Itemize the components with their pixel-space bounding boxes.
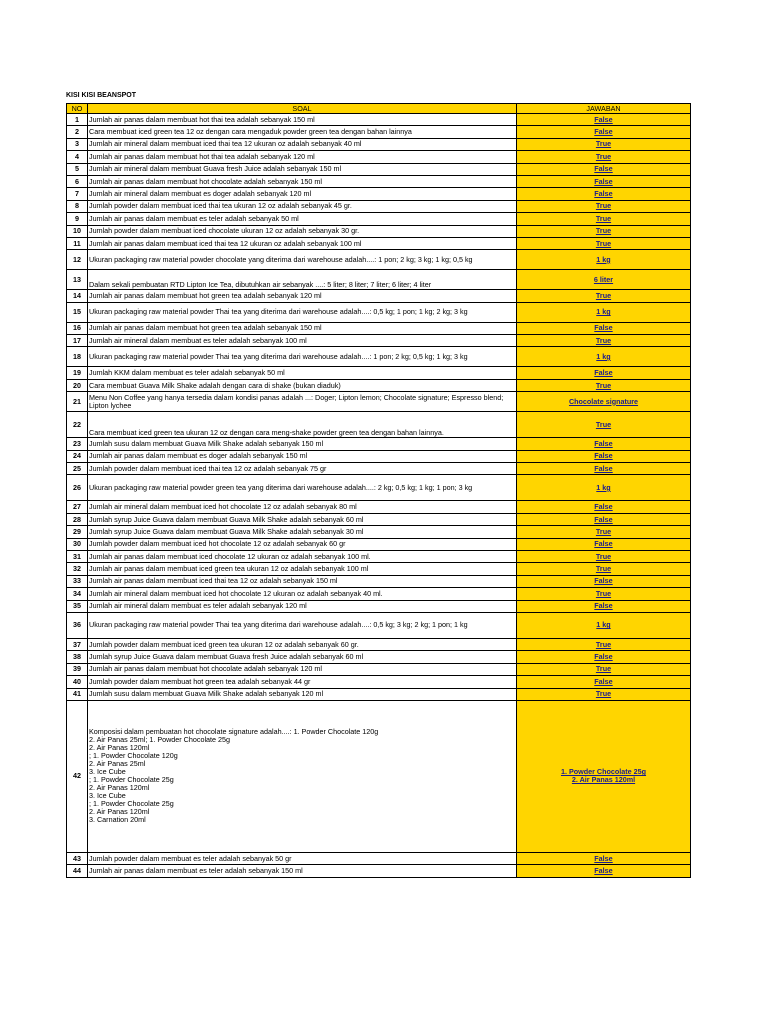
table-row bbox=[67, 475, 691, 501]
row-number: 19 bbox=[67, 367, 88, 379]
answer-cell: True bbox=[517, 688, 691, 700]
question-text: Cara membuat Guava Milk Shake adalah dengan cara di shake (bukan diaduk) bbox=[88, 379, 517, 391]
question-text: Ukuran packaging raw material powder chocolate yang diterima dari warehouse adalah....: 1 pon; 2 kg; 3 kg; 1 kg; 0,5 kg bbox=[88, 250, 517, 270]
row-number: 16 bbox=[67, 322, 88, 334]
question-text: Jumlah air panas dalam membuat es teler adalah sebanyak 150 ml bbox=[88, 865, 517, 877]
row-number: 39 bbox=[67, 663, 88, 675]
table-row bbox=[67, 335, 691, 347]
answer-cell: True bbox=[517, 379, 691, 391]
row-number: 29 bbox=[67, 526, 88, 538]
question-text: Jumlah powder dalam membuat iced thai tea ukuran 12 oz adalah sebanyak 45 gr. bbox=[88, 200, 517, 212]
question-text: Jumlah KKM dalam membuat es teler adalah sebanyak 50 ml bbox=[88, 367, 517, 379]
answer-cell: False bbox=[517, 438, 691, 450]
table-row bbox=[67, 550, 691, 562]
answer-cell: 1. Powder Chocolate 25g 2. Air Panas 120ml bbox=[517, 700, 691, 852]
row-number: 15 bbox=[67, 302, 88, 322]
question-text: Jumlah air panas dalam membuat iced chocolate 12 ukuran oz adalah sebanyak 100 ml. bbox=[88, 550, 517, 562]
table-row bbox=[67, 651, 691, 663]
answer-cell: False bbox=[517, 450, 691, 462]
question-text: Jumlah air mineral dalam membuat es teler adalah sebanyak 100 ml bbox=[88, 335, 517, 347]
answer-cell: True bbox=[517, 563, 691, 575]
table-row bbox=[67, 126, 691, 138]
header-soal: SOAL bbox=[88, 104, 517, 114]
answer-cell: False bbox=[517, 463, 691, 475]
row-number: 18 bbox=[67, 347, 88, 367]
question-text: Jumlah air mineral dalam membuat es doger adalah sebanyak 120 ml bbox=[88, 188, 517, 200]
question-table bbox=[66, 103, 691, 878]
row-number: 14 bbox=[67, 290, 88, 302]
question-text: Jumlah air panas dalam membuat es doger adalah sebanyak 150 ml bbox=[88, 450, 517, 462]
question-text: Jumlah air panas dalam membuat iced green tea ukuran 12 oz adalah sebanyak 100 ml bbox=[88, 563, 517, 575]
answer-cell: True bbox=[517, 237, 691, 249]
question-text: Jumlah air panas dalam membuat hot thai tea adalah sebanyak 150 ml bbox=[88, 114, 517, 126]
table-row bbox=[67, 200, 691, 212]
answer-cell: True bbox=[517, 638, 691, 650]
answer-cell: 1 kg bbox=[517, 302, 691, 322]
sheet-title: KISI KISI BEANSPOT bbox=[66, 92, 137, 99]
answer-cell: Chocolate signature bbox=[517, 392, 691, 412]
table-row bbox=[67, 188, 691, 200]
row-number: 8 bbox=[67, 200, 88, 212]
answer-cell: False bbox=[517, 163, 691, 175]
answer-cell: True bbox=[517, 200, 691, 212]
table-row bbox=[67, 865, 691, 877]
row-number: 3 bbox=[67, 138, 88, 150]
header-jawaban: JAWABAN bbox=[517, 104, 691, 114]
row-number: 44 bbox=[67, 865, 88, 877]
question-text: Ukuran packaging raw material powder Thai tea yang diterima dari warehouse adalah....: 0,5 kg; 1 pon; 1 kg; 2 kg; 3 kg bbox=[88, 302, 517, 322]
answer-cell: 1 kg bbox=[517, 612, 691, 638]
row-number: 1 bbox=[67, 114, 88, 126]
row-number: 10 bbox=[67, 225, 88, 237]
answer-cell: True bbox=[517, 151, 691, 163]
table-row bbox=[67, 270, 691, 290]
table-row bbox=[67, 175, 691, 187]
row-number: 34 bbox=[67, 588, 88, 600]
question-text: Jumlah air panas dalam membuat hot green tea adalah sebanyak 120 ml bbox=[88, 290, 517, 302]
row-number: 22 bbox=[67, 412, 88, 438]
row-number: 37 bbox=[67, 638, 88, 650]
row-number: 9 bbox=[67, 213, 88, 225]
table-row bbox=[67, 600, 691, 612]
table-row bbox=[67, 588, 691, 600]
answer-cell: False bbox=[517, 852, 691, 864]
question-text: Cara membuat iced green tea 12 oz dengan cara mengaduk powder green tea dengan bahan lainnya bbox=[88, 126, 517, 138]
row-number: 24 bbox=[67, 450, 88, 462]
answer-cell: True bbox=[517, 550, 691, 562]
table-row bbox=[67, 852, 691, 864]
question-text: Komposisi dalam pembuatan hot chocolate signature adalah....: 1. Powder Chocolate 120g 2. Air Panas 25ml; 1. Powder Chocolate 25g 2. Air Panas 120ml ; 1. Powder Chocolate 120g 2. Air Panas 25ml 3. Ice Cube ; 1. Powder Chocolate 25g 2. Air Panas 120ml 3. Ice Cube ; 1. Powder Chocolate 25g 2. Air Panas 120ml 3. Carnation 20ml bbox=[88, 700, 517, 852]
answer-cell: True bbox=[517, 588, 691, 600]
row-number: 11 bbox=[67, 237, 88, 249]
answer-cell: False bbox=[517, 538, 691, 550]
table-row bbox=[67, 290, 691, 302]
table-row bbox=[67, 250, 691, 270]
row-number: 38 bbox=[67, 651, 88, 663]
answer-cell: True bbox=[517, 412, 691, 438]
row-number: 6 bbox=[67, 175, 88, 187]
answer-cell: False bbox=[517, 501, 691, 513]
question-text: Jumlah powder dalam membuat iced thai tea 12 oz adalah sebanyak 75 gr bbox=[88, 463, 517, 475]
question-text: Jumlah powder dalam membuat hot green tea adalah sebanyak 44 gr bbox=[88, 676, 517, 688]
table-row bbox=[67, 538, 691, 550]
table-row bbox=[67, 438, 691, 450]
answer-cell: True bbox=[517, 290, 691, 302]
row-number: 4 bbox=[67, 151, 88, 163]
table-row bbox=[67, 322, 691, 334]
row-number: 20 bbox=[67, 379, 88, 391]
row-number: 21 bbox=[67, 392, 88, 412]
row-number: 42 bbox=[67, 700, 88, 852]
row-number: 40 bbox=[67, 676, 88, 688]
row-number: 28 bbox=[67, 513, 88, 525]
answer-cell: True bbox=[517, 225, 691, 237]
question-text: Jumlah air mineral dalam membuat es teler adalah sebanyak 120 ml bbox=[88, 600, 517, 612]
question-text: Jumlah powder dalam membuat iced green tea ukuran 12 oz adalah sebanyak 60 gr. bbox=[88, 638, 517, 650]
answer-cell: 1 kg bbox=[517, 250, 691, 270]
table-row bbox=[67, 575, 691, 587]
table-row bbox=[67, 450, 691, 462]
row-number: 12 bbox=[67, 250, 88, 270]
table-row bbox=[67, 513, 691, 525]
question-text: Jumlah powder dalam membuat es teler adalah sebanyak 50 gr bbox=[88, 852, 517, 864]
question-text: Jumlah air panas dalam membuat hot chocolate adalah sebanyak 120 ml bbox=[88, 663, 517, 675]
row-number: 5 bbox=[67, 163, 88, 175]
row-number: 35 bbox=[67, 600, 88, 612]
row-number: 26 bbox=[67, 475, 88, 501]
row-number: 32 bbox=[67, 563, 88, 575]
table-row bbox=[67, 612, 691, 638]
answer-cell: False bbox=[517, 676, 691, 688]
table-row bbox=[67, 114, 691, 126]
table-row bbox=[67, 412, 691, 438]
question-text: Jumlah powder dalam membuat iced chocolate ukuran 12 oz adalah sebanyak 30 gr. bbox=[88, 225, 517, 237]
table-row bbox=[67, 463, 691, 475]
table-row bbox=[67, 302, 691, 322]
answer-cell: 6 liter bbox=[517, 270, 691, 290]
answer-cell: True bbox=[517, 663, 691, 675]
table-row bbox=[67, 367, 691, 379]
table-row bbox=[67, 501, 691, 513]
table-row bbox=[67, 638, 691, 650]
answer-cell: False bbox=[517, 175, 691, 187]
answer-cell: False bbox=[517, 865, 691, 877]
table-row bbox=[67, 700, 691, 852]
table-row bbox=[67, 213, 691, 225]
answer-cell: False bbox=[517, 322, 691, 334]
table-row bbox=[67, 225, 691, 237]
question-text: Jumlah susu dalam membuat Guava Milk Shake adalah sebanyak 150 ml bbox=[88, 438, 517, 450]
row-number: 43 bbox=[67, 852, 88, 864]
table-row bbox=[67, 563, 691, 575]
question-text: Ukuran packaging raw material powder Thai tea yang diterima dari warehouse adalah....: 1 pon; 2 kg; 0,5 kg; 1 kg; 3 kg bbox=[88, 347, 517, 367]
question-text: Jumlah air panas dalam membuat iced thai tea 12 ukuran oz adalah sebanyak 100 ml bbox=[88, 237, 517, 249]
table-row bbox=[67, 163, 691, 175]
table-row bbox=[67, 347, 691, 367]
table-row bbox=[67, 676, 691, 688]
question-text: Cara membuat iced green tea ukuran 12 oz dengan cara meng-shake powder green tea dengan bahan lainnya. bbox=[88, 412, 517, 438]
row-number: 27 bbox=[67, 501, 88, 513]
question-text: Jumlah air panas dalam membuat hot thai tea adalah sebanyak 120 ml bbox=[88, 151, 517, 163]
row-number: 7 bbox=[67, 188, 88, 200]
row-number: 25 bbox=[67, 463, 88, 475]
row-number: 41 bbox=[67, 688, 88, 700]
question-text: Dalam sekali pembuatan RTD Lipton Ice Tea, dibutuhkan air sebanyak ....: 5 liter; 8 liter; 7 liter; 6 liter; 4 liter bbox=[88, 270, 517, 290]
answer-cell: 1 kg bbox=[517, 475, 691, 501]
question-text: Jumlah air panas dalam membuat hot chocolate adalah sebanyak 150 ml bbox=[88, 175, 517, 187]
answer-cell: False bbox=[517, 114, 691, 126]
question-text: Jumlah syrup Juice Guava dalam membuat Guava Milk Shake adalah sebanyak 30 ml bbox=[88, 526, 517, 538]
question-text: Menu Non Coffee yang hanya tersedia dalam kondisi panas adalah ...: Doger; Lipton lemon; Chocolate signature; Espresso blend; Lipton lychee bbox=[88, 392, 517, 412]
row-number: 23 bbox=[67, 438, 88, 450]
question-text: Jumlah air panas dalam membuat iced thai tea 12 oz adalah sebanyak 150 ml bbox=[88, 575, 517, 587]
question-text: Jumlah air panas dalam membuat es teler adalah sebanyak 50 ml bbox=[88, 213, 517, 225]
header-no: NO bbox=[67, 104, 88, 114]
question-text: Jumlah air panas dalam membuat hot green tea adalah sebanyak 150 ml bbox=[88, 322, 517, 334]
answer-cell: False bbox=[517, 600, 691, 612]
table-row bbox=[67, 138, 691, 150]
question-text: Jumlah air mineral dalam membuat iced thai tea 12 ukuran oz adalah sebanyak 40 ml bbox=[88, 138, 517, 150]
row-number: 13 bbox=[67, 270, 88, 290]
question-text: Jumlah air mineral dalam membuat iced hot chocolate 12 oz adalah sebanyak 80 ml bbox=[88, 501, 517, 513]
row-number: 33 bbox=[67, 575, 88, 587]
answer-cell: True bbox=[517, 138, 691, 150]
answer-cell: False bbox=[517, 367, 691, 379]
table-row bbox=[67, 688, 691, 700]
answer-cell: 1 kg bbox=[517, 347, 691, 367]
answer-cell: True bbox=[517, 335, 691, 347]
table-row bbox=[67, 663, 691, 675]
question-text: Jumlah air mineral dalam membuat iced hot chocolate 12 ukuran oz adalah sebanyak 40 ml. bbox=[88, 588, 517, 600]
row-number: 30 bbox=[67, 538, 88, 550]
answer-cell: True bbox=[517, 213, 691, 225]
table-row bbox=[67, 237, 691, 249]
row-number: 2 bbox=[67, 126, 88, 138]
question-text: Ukuran packaging raw material powder green tea yang diterima dari warehouse adalah....: 2 kg; 0,5 kg; 1 kg; 1 pon; 3 kg bbox=[88, 475, 517, 501]
answer-cell: False bbox=[517, 126, 691, 138]
table-row bbox=[67, 526, 691, 538]
answer-cell: False bbox=[517, 513, 691, 525]
question-text: Jumlah air mineral dalam membuat Guava fresh Juice adalah sebanyak 150 ml bbox=[88, 163, 517, 175]
question-text: Jumlah syrup Juice Guava dalam membuat Guava Milk Shake adalah sebanyak 60 ml bbox=[88, 513, 517, 525]
question-text: Jumlah susu dalam membuat Guava Milk Shake adalah sebanyak 120 ml bbox=[88, 688, 517, 700]
table-row bbox=[67, 151, 691, 163]
question-text: Jumlah syrup Juice Guava dalam membuat Guava fresh Juice adalah sebanyak 60 ml bbox=[88, 651, 517, 663]
table-row bbox=[67, 392, 691, 412]
row-number: 17 bbox=[67, 335, 88, 347]
question-text: Jumlah powder dalam membuat iced hot chocolate 12 oz adalah sebanyak 60 gr bbox=[88, 538, 517, 550]
answer-cell: False bbox=[517, 575, 691, 587]
question-text: Ukuran packaging raw material powder Thai tea yang diterima dari warehouse adalah....: 0,5 kg; 3 kg; 2 kg; 1 pon; 1 kg bbox=[88, 612, 517, 638]
answer-cell: False bbox=[517, 651, 691, 663]
row-number: 31 bbox=[67, 550, 88, 562]
table-row bbox=[67, 379, 691, 391]
header-row bbox=[67, 104, 691, 114]
row-number: 36 bbox=[67, 612, 88, 638]
answer-cell: True bbox=[517, 526, 691, 538]
answer-cell: False bbox=[517, 188, 691, 200]
